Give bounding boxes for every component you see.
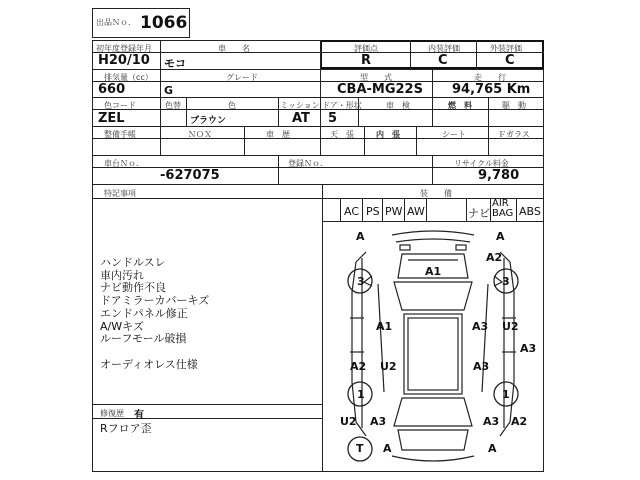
- color-value: ブラウン: [190, 116, 227, 126]
- lot-label: 出品Ｎｏ．: [96, 18, 136, 27]
- score-label: 評価点: [354, 44, 378, 53]
- damage-mark: A3: [472, 320, 489, 333]
- damage-mark: A: [488, 442, 497, 455]
- remark-line: ナビ動作不良: [100, 281, 166, 295]
- first-reg-value: H20/10: [98, 53, 150, 68]
- damage-mark: A3: [370, 415, 387, 428]
- damage-mark: U2: [502, 320, 519, 333]
- damage-mark: A2: [511, 415, 528, 428]
- score-value: R: [361, 53, 372, 68]
- repair-label: 修復歴: [100, 409, 124, 418]
- fuel-label: 燃 料: [448, 101, 472, 110]
- damage-mark: A: [383, 442, 392, 455]
- ceiling-label: 天 張: [330, 130, 354, 139]
- transmission-value: AT: [292, 111, 310, 126]
- chassis-label: 車台Ｎｏ．: [104, 159, 144, 168]
- remark-line: ルーフモール破損: [100, 332, 187, 346]
- first-reg-label: 初年度登録年月: [96, 44, 152, 53]
- equip-pw: PW: [385, 205, 403, 218]
- model-label: 型 式: [360, 73, 392, 82]
- repair-note: Rフロア歪: [100, 422, 152, 435]
- damage-mark: A3: [520, 342, 537, 355]
- damage-mark: A1: [376, 320, 393, 333]
- damage-mark: U2: [380, 360, 397, 373]
- exterior-label: 外装評価: [490, 44, 522, 53]
- car-name-label: 車 名: [218, 44, 250, 53]
- remark-line: オーディオレス仕様: [100, 357, 198, 371]
- equip-abs: ABS: [519, 205, 541, 218]
- damage-mark: A2: [486, 251, 503, 264]
- nox-label: ＮＯＸ: [188, 130, 212, 139]
- history-label: 車 歴: [266, 130, 290, 139]
- car-diagram: [322, 222, 544, 472]
- displacement-value: 660: [98, 82, 126, 97]
- manual-label: 整備手帳: [104, 130, 136, 139]
- inspection-label: 車 検: [386, 101, 410, 110]
- color-label: 色: [228, 101, 236, 110]
- damage-mark: A3: [483, 415, 500, 428]
- model-value: CBA-MG22S: [337, 82, 423, 97]
- equip-navi: ナビ: [468, 207, 490, 220]
- damage-mark: 3: [502, 275, 510, 288]
- equip-airbag: AIR BAG: [492, 198, 514, 219]
- remarks-label: 特記事項: [104, 189, 136, 198]
- equip-ac: AC: [344, 205, 360, 218]
- lot-number: 1066: [140, 13, 188, 33]
- damage-mark: A: [496, 230, 505, 243]
- mileage-label: 走 行: [474, 73, 506, 82]
- interior-label: 内装評価: [428, 44, 460, 53]
- exterior-value: C: [505, 53, 515, 68]
- damage-mark: T: [356, 442, 364, 455]
- repair-value: 有: [134, 410, 144, 421]
- equipment-label: 装 備: [420, 189, 452, 198]
- seat-label: シート: [442, 130, 466, 139]
- f-glass-label: Ｆガラス: [498, 130, 530, 139]
- remark-line: ドアミラーカバーキズ: [100, 294, 210, 308]
- recycle-label: リサイクル料金: [454, 159, 509, 168]
- displacement-label: 排気量（cc）: [104, 73, 153, 82]
- color-change-label: 色替: [165, 101, 181, 110]
- equip-ps: PS: [366, 205, 380, 218]
- remarks-notes: [100, 257, 209, 371]
- interior-trim-label: 内 張: [376, 130, 400, 139]
- damage-mark: A: [356, 230, 365, 243]
- grade-value: G: [164, 84, 174, 97]
- damage-mark: A1: [425, 265, 442, 278]
- damage-mark: 3: [357, 275, 365, 288]
- grade-label: グレード: [226, 73, 258, 82]
- remark-line: 車内汚れ: [100, 268, 144, 282]
- recycle-value: 9,780: [478, 168, 520, 183]
- drive-label: 駆 動: [502, 101, 526, 110]
- equip-aw: AW: [407, 205, 425, 218]
- damage-mark: A2: [350, 360, 367, 373]
- mileage-value: 94,765 Km: [452, 82, 531, 97]
- damage-mark: U2: [340, 415, 357, 428]
- doors-label: ドア・形状: [322, 101, 362, 110]
- remark-line: ハンドルスレ: [100, 256, 166, 269]
- damage-mark: A3: [473, 360, 490, 373]
- color-code-value: ZEL: [98, 111, 125, 126]
- chassis-value: -627075: [160, 168, 220, 183]
- damage-mark: 1: [502, 388, 510, 401]
- remark-line: エンドパネル修正: [100, 306, 188, 320]
- registration-label: 登録Ｎｏ．: [288, 159, 328, 168]
- color-code-label: 色コード: [104, 101, 136, 110]
- transmission-label: ミッション: [280, 101, 320, 110]
- remark-line: [100, 346, 209, 359]
- doors-value: 5: [328, 111, 338, 126]
- interior-value: C: [438, 53, 448, 68]
- remark-line: A/Wキズ: [100, 319, 144, 333]
- car-name-value: モコ: [164, 57, 186, 70]
- damage-mark: 1: [357, 388, 365, 401]
